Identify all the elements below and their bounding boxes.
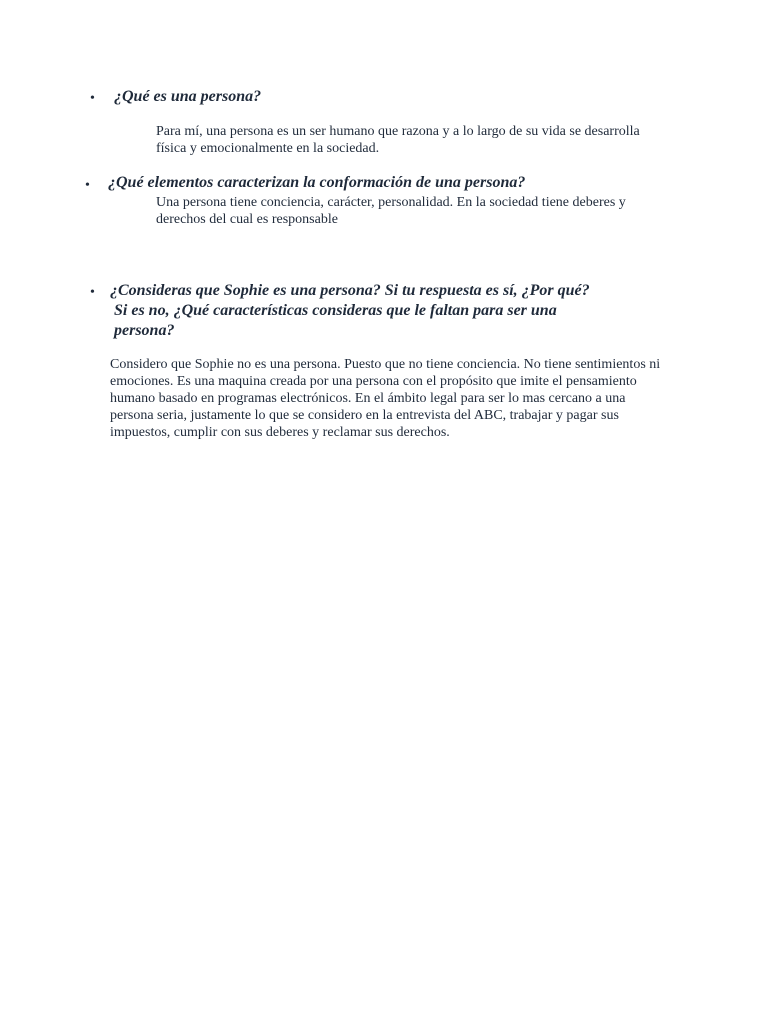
answer-paragraph: Una persona tiene conciencia, carácter, personalidad. En la sociedad tiene deberes y derechos del cual es responsable	[156, 195, 626, 227]
question-heading: ¿Qué es una persona?	[114, 88, 262, 105]
question-line: ¿Consideras que Sophie es una persona? Si tu respuesta es sí, ¿Por qué?	[110, 282, 590, 299]
bullet-marker: •	[90, 91, 95, 106]
answer-paragraph: Considero que Sophie no es una persona. Puesto que no tiene conciencia. No tiene sentimientos ni emociones. Es una maquina creada por una persona con el propósito que imite el pensamiento humano basado en programas electrónicos. En el ámbito legal para ser lo mas cercano a una persona seria, justamente lo que se considero en la entrevista del ABC, trabajar y pagar sus impuestos, cumplir con sus deberes y reclamar sus derechos.	[110, 357, 661, 440]
answer-paragraph: Para mí, una persona es un ser humano que razona y a lo largo de su vida se desarrolla física y emocionalmente en la sociedad.	[156, 124, 640, 156]
question-line: Si es no, ¿Qué características consideras que le faltan para ser una	[114, 302, 557, 319]
question-heading	[110, 281, 670, 341]
question-line: persona?	[114, 322, 175, 339]
bullet-marker: •	[90, 285, 95, 300]
question-heading: ¿Qué elementos caracterizan la conformación de una persona?	[108, 174, 526, 191]
bullet-marker: •	[85, 178, 90, 193]
